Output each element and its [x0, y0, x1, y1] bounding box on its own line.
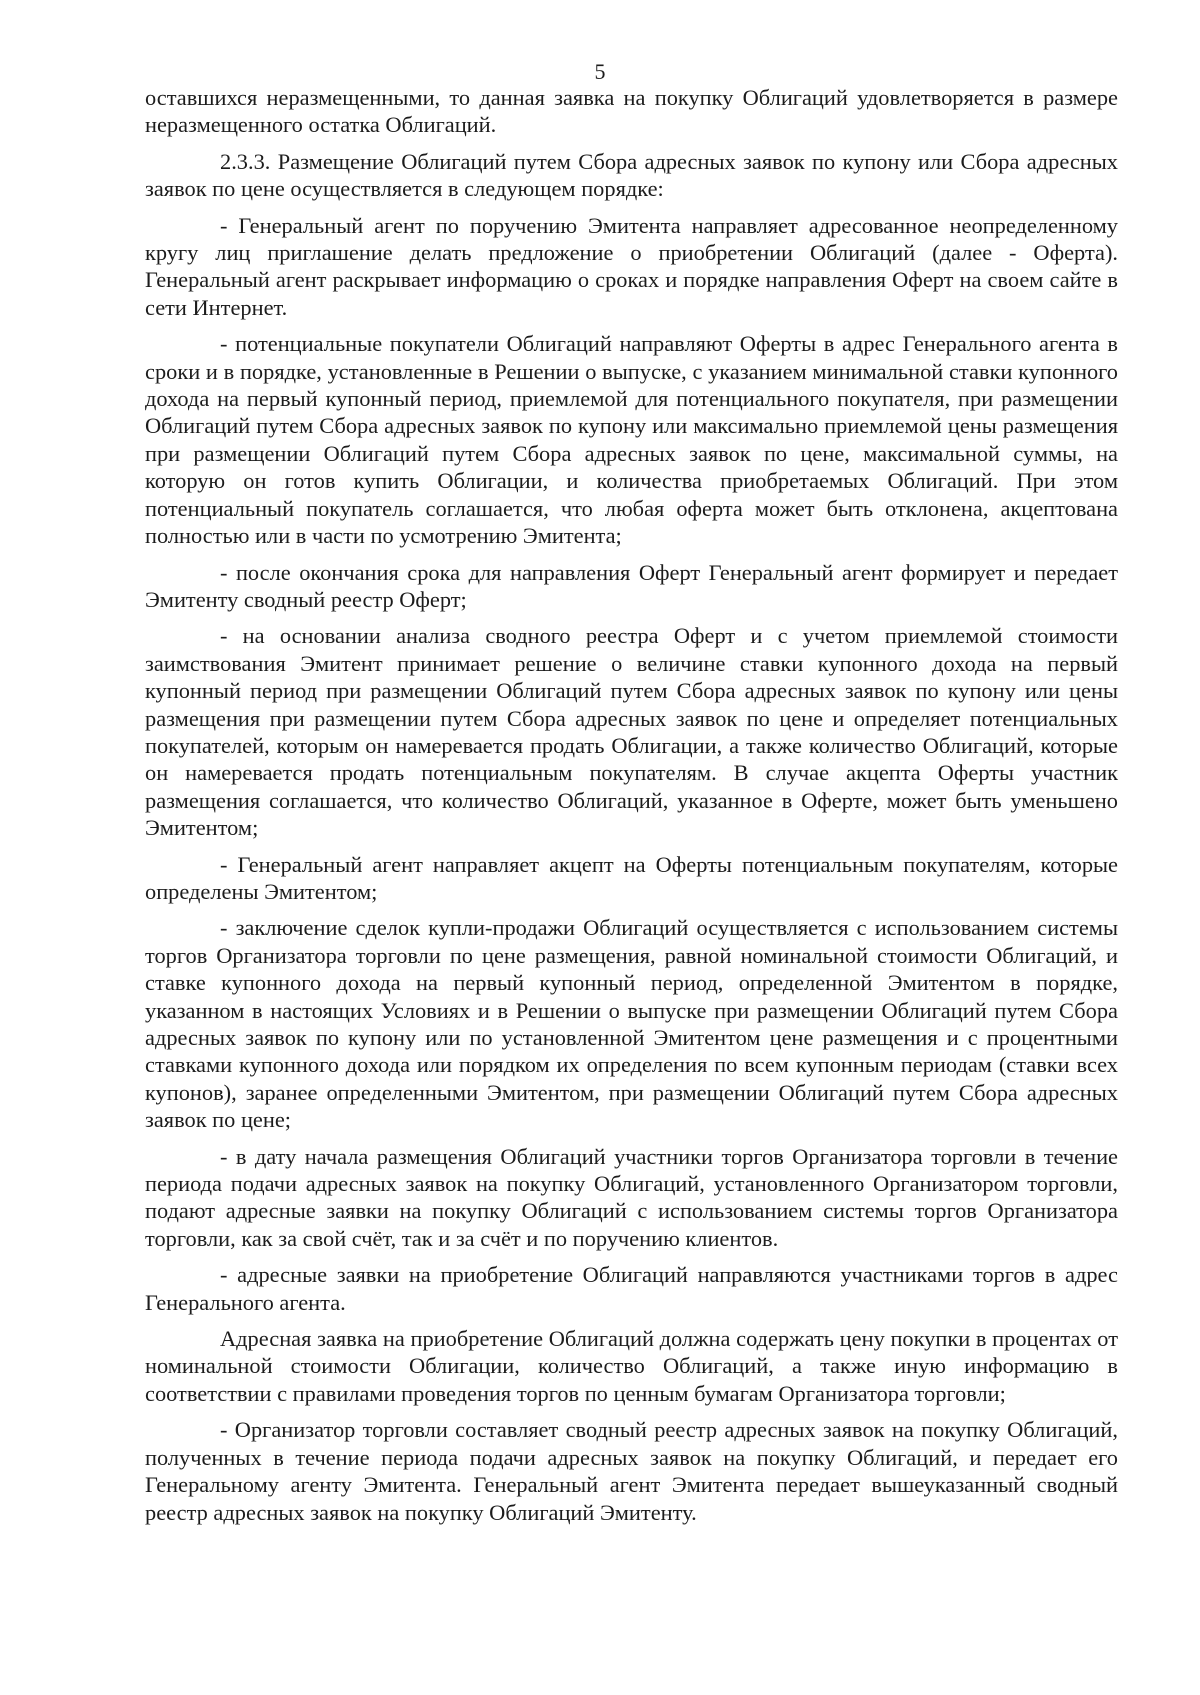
paragraph-order-content: Адресная заявка на приобретение Облигаций должна содержать цену покупки в процентах от номинальной стоимости Облигации, количество Облигаций, а также иную информацию в соответствии с правилами проведения торгов по ценным бумагам Организатора торговли;: [145, 1326, 1118, 1406]
paragraph-offers: - потенциальные покупатели Облигаций направляют Оферты в адрес Генерального агента в сроки и в порядке, установленные в Решении о выпуске, с указанием минимальной ставки купонного дохода на первый купонный период, приемлемой для потенциального покупателя, при размещении Облигаций путем Сбора адресных заявок по купону или максимально приемлемой цены размещения при размещении Облигаций путем Сбора адресных заявок по цене, максимальной суммы, на которую он готов купить Облигации, и количества приобретаемых Облигаций. При этом потенциальный покупатель соглашается, что любая оферта может быть отклонена, акцептована полностью или в части по усмотрению Эмитента;: [145, 331, 1118, 549]
paragraph-registry: - после окончания срока для направления Оферт Генеральный агент формирует и передает Эмитенту сводный реестр Оферт;: [145, 559, 1118, 612]
document-body: [145, 84, 1118, 1535]
page-number: 5: [594, 59, 606, 84]
paragraph-acceptance: - Генеральный агент направляет акцепт на Оферты потенциальным покупателям, которые определены Эмитентом;: [145, 851, 1118, 904]
paragraph-decision: - на основании анализа сводного реестра Оферт и с учетом приемлемой стоимости заимствования Эмитент принимает решение о величине ставки купонного дохода на первый купонный период при размещении Облигаций путем Сбора адресных заявок по купону или цены размещения при размещении путем Сбора адресных заявок по цене и определяет потенциальных покупателей, которым он намеревается продать Облигации, а также количество Облигаций, которые он намеревается продать потенциальным покупателям. В случае акцепта Оферты участник размещения соглашается, что количество Облигаций, указанное в Оферте, может быть уменьшено Эмитентом;: [145, 623, 1118, 841]
paragraph-continuation: оставшихся неразмещенными, то данная заявка на покупку Облигаций удовлетворяется в размере неразмещенного остатка Облигаций.: [145, 85, 1118, 138]
paragraph-organizer-registry: - Организатор торговли составляет сводный реестр адресных заявок на покупку Облигаций, полученных в течение периода подачи адресных заявок на покупку Облигаций, и передает его Генеральному агенту Эмитента. Генеральный агент Эмитента передает вышеуказанный сводный реестр адресных заявок на покупку Облигаций Эмитенту.: [145, 1417, 1118, 1525]
paragraph-section-2-3-3: 2.3.3. Размещение Облигаций путем Сбора адресных заявок по купону или Сбора адресных заявок по цене осуществляется в следующем порядке:: [145, 148, 1118, 202]
paragraph-invitation: - Генеральный агент по поручению Эмитента направляет адресованное неопределенному кругу лиц приглашение делать предложение о приобретении Облигаций (далее - Оферта). Генеральный агент раскрывает информацию о сроках и порядке направления Оферт на своем сайте в сети Интернет.: [145, 212, 1118, 320]
paragraph-deals: - заключение сделок купли-продажи Облигаций осуществляется с использованием системы торгов Организатора торговли по цене размещения, равной номинальной стоимости Облигаций, и ставке купонного дохода на первый купонный период, определенной Эмитентом в порядке, указанном в настоящих Условиях и в Решении о выпуске при размещении Облигаций путем Сбора адресных заявок по купону или по установленной Эмитентом цене размещения и с процентными ставками купонного дохода или порядком их определения по всем купонным периодам (ставки всех купонов), заранее определенными Эмитентом, при размещении Облигаций путем Сбора адресных заявок по цене;: [145, 915, 1118, 1133]
paragraph-placement-date: - в дату начала размещения Облигаций участники торгов Организатора торговли в течение периода подачи адресных заявок на покупку Облигаций, установленного Организатором торговли, подают адресные заявки на покупку Облигаций с использованием системы торгов Организатора торговли, как за свой счёт, так и за счёт и по поручению клиентов.: [145, 1143, 1118, 1251]
paragraph-address-orders: - адресные заявки на приобретение Облигаций направляются участниками торгов в адрес Генерального агента.: [145, 1262, 1118, 1315]
